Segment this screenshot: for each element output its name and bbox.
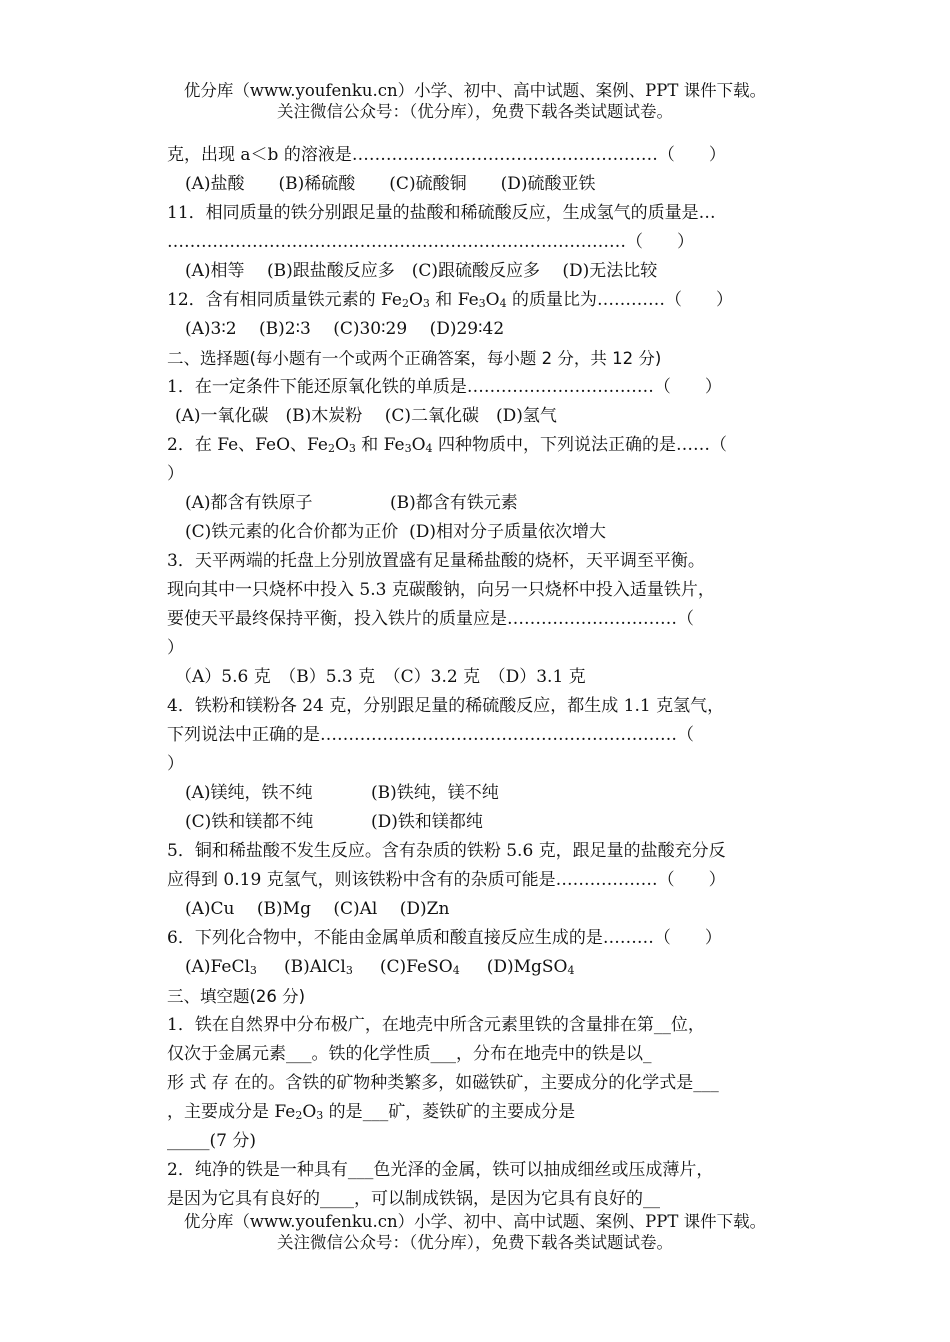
s2-q4-options-ab: (A)镁纯，铁不纯 (B)铁纯，镁不纯 (185, 783, 499, 803)
s2-q6-options: (A)FeCl$_3$ (B)AlCl$_3$ (C)FeSO$_4$ (D)MgSO$_4$ (185, 957, 575, 977)
s2-q3-line-2: 现向其中一只烧杯中投入 5.3 克碳酸钠，向另一只烧杯中投入适量铁片， (167, 580, 715, 600)
s2-q4-close: ） (167, 754, 184, 774)
q10-options: (A)盐酸 (B)稀硫酸 (C)硫酸铜 (D)硫酸亚铁 (185, 174, 596, 194)
s2-q4-options-cd: (C)铁和镁都不纯 (D)铁和镁都纯 (185, 812, 483, 832)
page-footer (0, 1211, 950, 1253)
q10-tail: 克，出现 a＜b 的溶液是………………………………………………（ ） (167, 145, 726, 165)
s3-q1-line-3: 形 式 存 在的。含铁的矿物种类繁多，如磁铁矿，主要成分的化学式是___ (167, 1073, 719, 1093)
s2-q2-options-cd: (C)铁元素的化合价都为正价 (D)相对分子质量依次增大 (185, 522, 606, 542)
s3-q2-line-2: 是因为它具有良好的____，可以制成铁锅，是因为它具有良好的__ (167, 1189, 660, 1209)
footer-line-1: 优分库（www.youfenku.cn）小学、初中、高中试题、案例、PPT 课件下载。 (183, 1212, 767, 1231)
s2-q3-options: （A）5.6 克 （B）5.3 克 （C）3.2 克 （D）3.1 克 (175, 667, 586, 687)
s2-q3-close: ） (167, 638, 184, 658)
header-line-1: 优分库（www.youfenku.cn）小学、初中、高中试题、案例、PPT 课件下载。 (183, 81, 767, 100)
q12-options: (A)3∶2 (B)2∶3 (C)30∶29 (D)29∶42 (185, 319, 505, 339)
s2-q5-line-2: 应得到 0.19 克氢气，则该铁粉中含有的杂质可能是………………（ ） (167, 870, 726, 890)
q11-line-1: 11．相同质量的铁分别跟足量的盐酸和稀硫酸反应，生成氢气的质量是… (167, 203, 716, 223)
s2-q6: 6．下列化合物中，不能由金属单质和酸直接反应生成的是………（ ） (167, 928, 722, 948)
s3-q1-line-5: _____(7 分) (167, 1131, 256, 1151)
s2-q5-options: (A)Cu (B)Mg (C)Al (D)Zn (185, 899, 450, 919)
s3-q2-line-1: 2．纯净的铁是一种具有___色光泽的金属，铁可以抽成细丝或压成薄片， (167, 1160, 714, 1180)
s2-q1: 1．在一定条件下能还原氧化铁的单质是……………………………（ ） (167, 377, 722, 397)
header-line-2: 关注微信公众号：（优分库），免费下载各类试题试卷。 (277, 102, 673, 121)
s3-q1-line-4: ，主要成分是 $Fe_2O_3$ 的是___矿，菱铁矿的主要成分是 (167, 1102, 576, 1122)
s2-q2: 2．在 Fe、FeO、$Fe_2O_3$ 和 $Fe_3O_4$ 四种物质中，下列说法正确的是……（ (167, 435, 727, 455)
s2-q5-line-1: 5．铜和稀盐酸不发生反应。含有杂质的铁粉 5.6 克，跟足量的盐酸充分反 (167, 841, 726, 861)
s2-q4-line-1: 4．铁粉和镁粉各 24 克，分别跟足量的稀硫酸反应，都生成 1.1 克氢气， (167, 696, 725, 716)
page-header (0, 80, 950, 122)
s2-q3-line-3: 要使天平最终保持平衡，投入铁片的质量应是…………………………（ (167, 609, 694, 629)
s2-q2-close: ） (167, 464, 184, 484)
s3-q1-line-1: 1．铁在自然界中分布极广，在地壳中所含元素里铁的含量排在第__位， (167, 1015, 705, 1035)
q12: 12．含有相同质量铁元素的 $Fe_2O_3$ 和 $Fe_3O_4$ 的质量比为…………（ ） (167, 290, 733, 310)
q11-line-2: ………………………………………………………………………（ ） (167, 232, 694, 252)
s3-q1-line-2: 仅次于金属元素___。铁的化学性质___，分布在地壳中的铁是以_ (167, 1044, 652, 1064)
exam-content (167, 141, 797, 1214)
s2-q4-line-2: 下列说法中正确的是………………………………………………………（ (167, 725, 694, 745)
s2-q1-options: (A)一氧化碳 (B)木炭粉 (C)二氧化碳 (D)氢气 (175, 406, 557, 426)
q11-options: (A)相等 (B)跟盐酸反应多 (C)跟硫酸反应多 (D)无法比较 (185, 261, 658, 281)
footer-line-2: 关注微信公众号：（优分库），免费下载各类试题试卷。 (277, 1233, 673, 1252)
section-2-title: 二、选择题(每小题有一个或两个正确答案，每小题 2 分，共 12 分) (167, 349, 662, 368)
section-3-title: 三、填空题(26 分) (167, 987, 306, 1006)
s2-q3-line-1: 3．天平两端的托盘上分别放置盛有足量稀盐酸的烧杯，天平调至平衡。 (167, 551, 705, 571)
s2-q2-options-ab: (A)都含有铁原子 (B)都含有铁元素 (185, 493, 518, 513)
